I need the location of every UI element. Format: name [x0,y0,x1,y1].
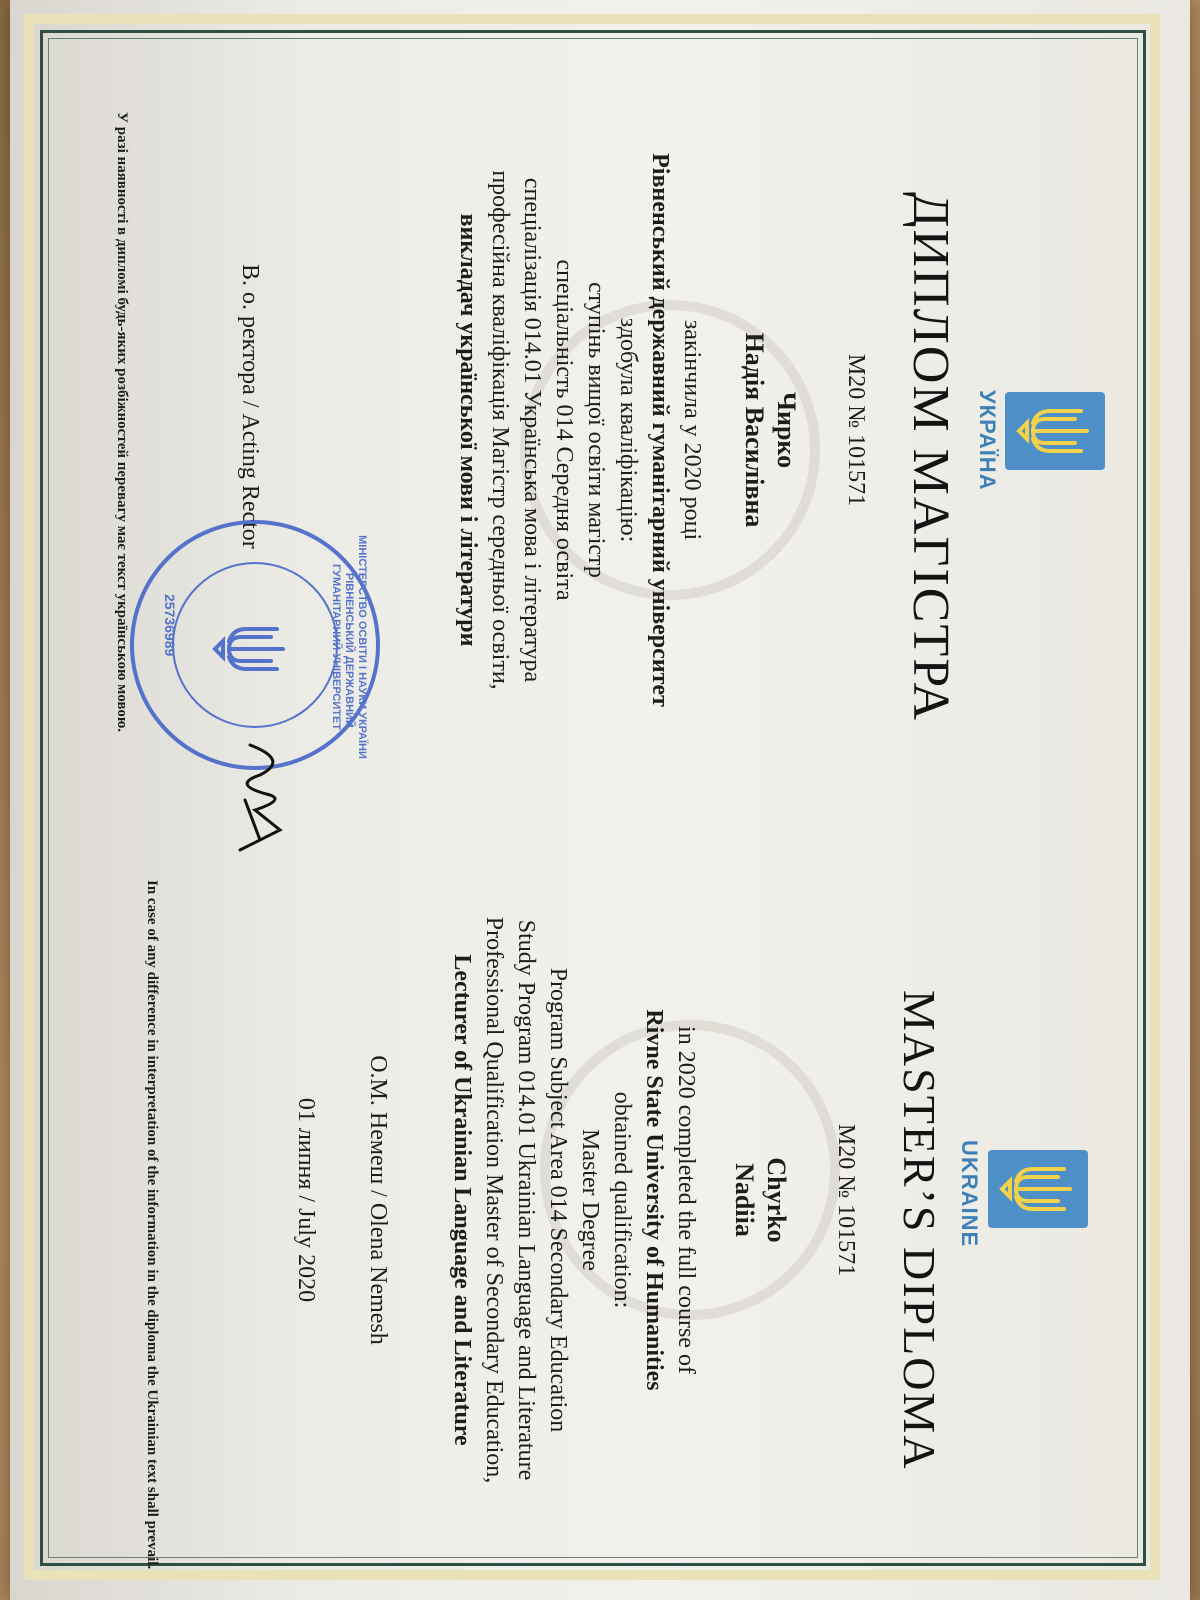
diploma-number: М20 № 101571 [843,353,869,507]
university-name: Рівненський державний гуманітарний університет [647,153,673,707]
coat-of-arms-icon-en [988,1150,1088,1228]
trident-icon [1015,401,1095,461]
specialty-text: спеціальність 014 Середня освіта [551,259,577,601]
trident-icon-en [998,1159,1078,1219]
obtained-qualification-label: здобула кваліфікацію: [615,317,641,543]
rector-signature [220,740,300,860]
completion-text: закінчила у 2020 році [679,319,705,541]
study-program-text-en: Study Program 014.01 Ukrainian Language and Literature [513,919,539,1481]
diploma-number-en: М20 № 101571 [833,1123,859,1277]
signatory-title: В. о. ректора / Acting Rector [237,264,263,549]
country-label: УКРАЇНА [975,390,1000,491]
stamp-trident-icon [211,619,291,679]
graduate-surname: Чирко [772,391,801,469]
diploma-title-en: MASTER’S DIPLOMA [894,990,945,1471]
degree-text: ступінь вищої освіти магістр [583,282,609,578]
specialization-text: спеціалізація 014.01 Українська мова і література [519,177,545,683]
lecturer-text-en: Lecturer of Ukrainian Language and Literature [449,954,475,1446]
graduate-surname-en: Chyrko [762,1157,791,1243]
coat-of-arms-icon [1005,392,1105,470]
official-stamp [130,520,380,770]
lecturer-text: викладач української мови і літератури [455,213,481,647]
obtained-qualification-label-en: obtained qualification: [609,1091,635,1309]
rector-name: О.М. Немеш / Olena Nemesh [365,1055,391,1345]
issue-date: 01 липня / July 2020 [293,1097,319,1303]
university-name-en: Rivne State University of Humanities [641,1009,667,1391]
english-footnote: In case of any difference in interpretation of the information in the diploma the Ukrainian text shall prevail. [144,880,160,1570]
professional-qualification-text: професійна кваліфікація Магістр середньої освіти, [487,170,513,690]
completion-text-en: in 2020 completed the full course of [673,1026,699,1374]
diploma-title: ДИПЛОМ МАГІСТРА [902,192,959,723]
graduate-given-names: Надія Василівна [740,332,769,528]
subject-area-text-en: Program Subject Area 014 Secondary Education [545,967,571,1433]
professional-qualification-text-en: Professional Qualification Master of Secondary Education, [481,916,507,1484]
country-label-en: UKRAINE [957,1140,982,1248]
degree-text-en: Master Degree [577,1129,603,1271]
ukrainian-footnote: У разі наявності в дипломі будь-яких розбіжностей перевагу має текст українською мовою. [114,112,130,733]
graduate-given-names-en: Nadiia [730,1163,759,1237]
stamp-text: МІНІСТЕРСТВО ОСВІТИ І НАУКИ УКРАЇНИ · РІВНЕНСЬКИЙ ДЕРЖАВНИЙ ГУМАНІТАРНИЙ УНІВЕРСИТЕТ [330,535,368,759]
stamp-code: 25736989 [162,594,178,657]
